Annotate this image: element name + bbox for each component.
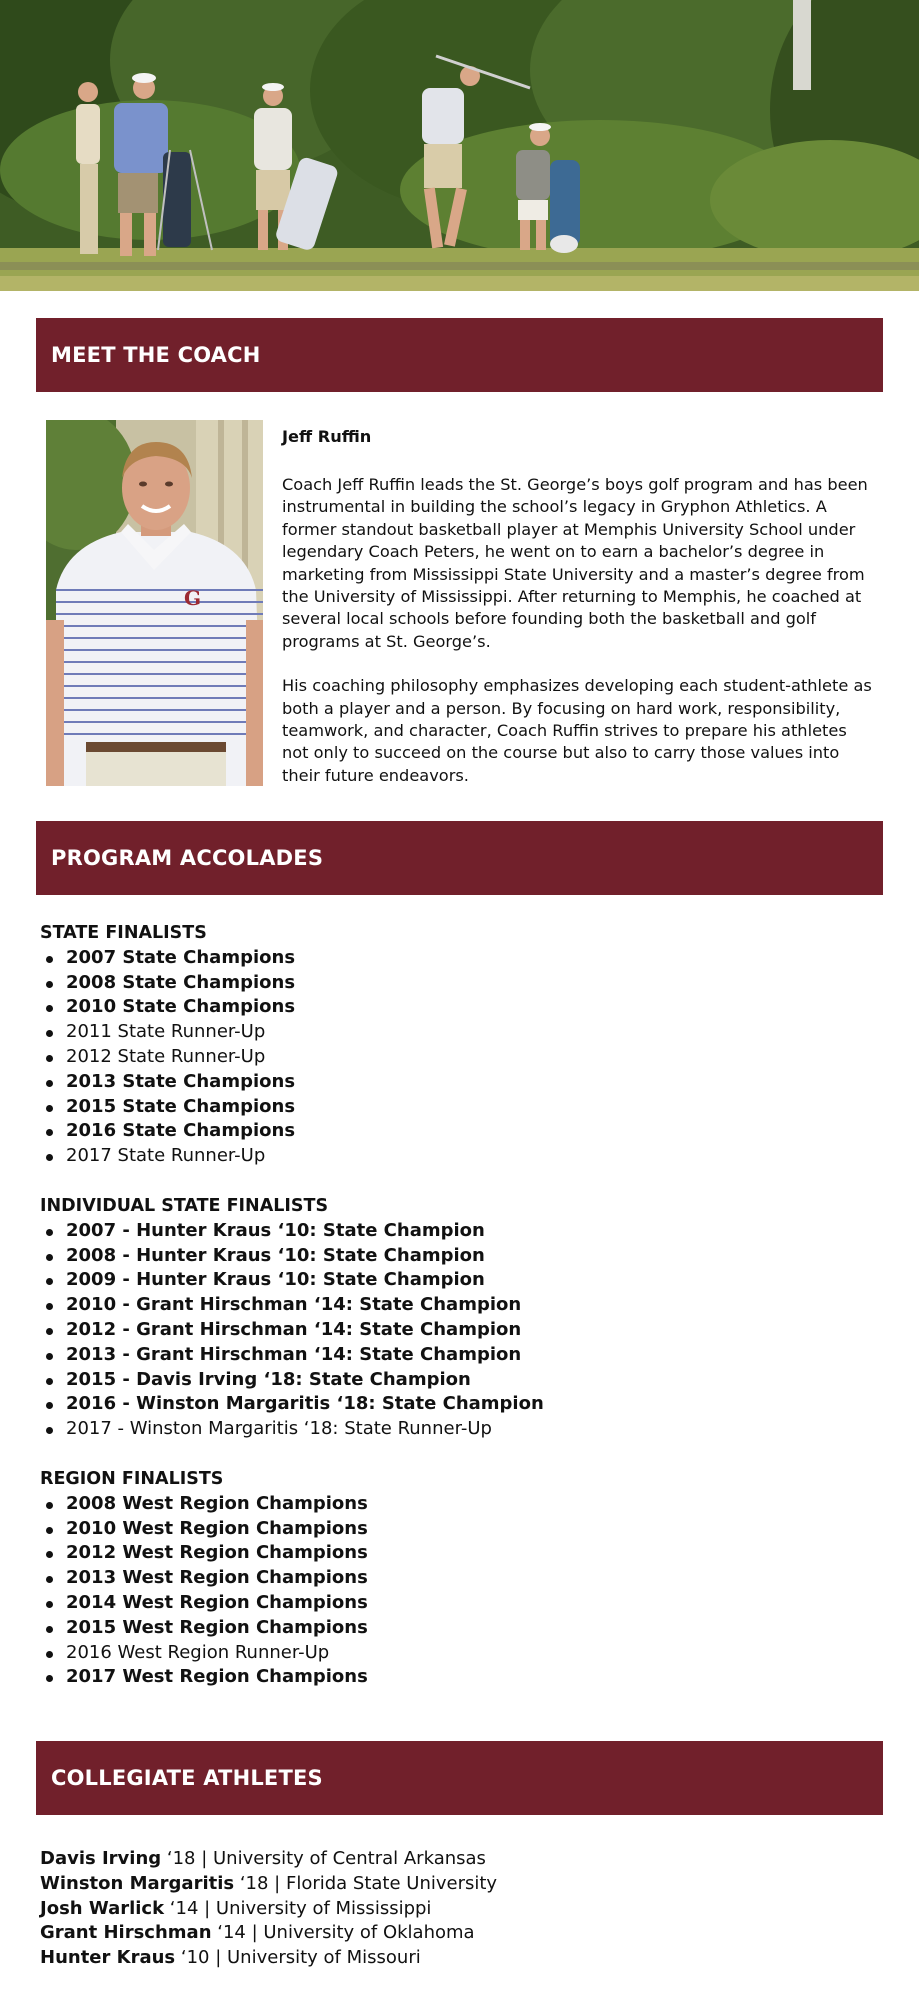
- accolade-item: 2013 State Champions: [40, 1070, 840, 1095]
- section-title: PROGRAM ACCOLADES: [51, 846, 324, 870]
- accolade-item: 2007 State Champions: [40, 946, 840, 971]
- accolade-item: 2015 - Davis Irving ‘18: State Champion: [40, 1368, 840, 1393]
- hero-golf-scene: [0, 0, 919, 291]
- athlete-detail: ‘18 | Florida State University: [234, 1872, 498, 1894]
- coach-bio-paragraph-2: His coaching philosophy emphasizes developing each student-athlete as both a player and a person. By focusing on hard work, responsibility, teamwork, and character, Coach Ruffin strives to prepare his athletes not only to succeed on the course but also to carry those values into their future endeavors.: [282, 676, 872, 785]
- accolade-item: 2008 - Hunter Kraus ‘10: State Champion: [40, 1244, 840, 1269]
- accolade-item: 2009 - Hunter Kraus ‘10: State Champion: [40, 1268, 840, 1293]
- accolade-item: 2016 State Champions: [40, 1119, 840, 1144]
- accolade-group: [40, 1194, 840, 1442]
- accolades-list: [40, 921, 840, 1715]
- accolade-item: 2008 West Region Champions: [40, 1492, 840, 1517]
- athlete-name: Hunter Kraus: [40, 1947, 176, 1969]
- accolade-item: 2010 - Grant Hirschman ‘14: State Champion: [40, 1293, 840, 1318]
- accolade-item: 2017 State Runner-Up: [40, 1144, 840, 1169]
- athlete-name: Josh Warlick: [40, 1897, 165, 1919]
- accolade-item: 2013 West Region Champions: [40, 1566, 840, 1591]
- athlete-detail: ‘14 | University of Oklahoma: [211, 1922, 475, 1944]
- accolade-item: 2016 West Region Runner-Up: [40, 1641, 840, 1666]
- accolade-item: 2015 West Region Champions: [40, 1616, 840, 1641]
- section-title: MEET THE COACH: [51, 343, 261, 367]
- coach-portrait-image: [46, 420, 263, 786]
- accolade-item: 2010 State Champions: [40, 995, 840, 1020]
- accolade-item: 2014 West Region Champions: [40, 1591, 840, 1616]
- accolade-item: 2012 - Grant Hirschman ‘14: State Champion: [40, 1318, 840, 1343]
- section-banner-collegiate-athletes: [36, 1741, 883, 1815]
- coach-bio-paragraph-1: Coach Jeff Ruffin leads the St. George’s boys golf program and has been instrumental in building the school’s legacy in Gryphon Athletics. A former standout basketball player at Memphis University School under legendary Coach Peters, he went on to earn a bachelor’s degree in marketing from Mississippi State University and a master’s degree from the University of Mississippi. After returning to Memphis, he coached at several local schools before founding both the basketball and golf programs at St. George’s.: [282, 475, 868, 651]
- accolade-group-title: REGION FINALISTS: [40, 1468, 224, 1489]
- section-title: COLLEGIATE ATHLETES: [51, 1766, 323, 1790]
- accolade-item: 2007 - Hunter Kraus ‘10: State Champion: [40, 1219, 840, 1244]
- accolade-item: 2016 - Winston Margaritis ‘18: State Champion: [40, 1392, 840, 1417]
- accolade-item: 2015 State Champions: [40, 1095, 840, 1120]
- section-banner-meet-the-coach: [36, 318, 883, 392]
- athlete-row: [40, 1872, 840, 1897]
- section-banner-program-accolades: [36, 821, 883, 895]
- accolade-item: 2017 - Winston Margaritis ‘18: State Runner-Up: [40, 1417, 840, 1442]
- accolade-items: [40, 1219, 840, 1442]
- athlete-row: [40, 1897, 840, 1922]
- accolade-items: [40, 1492, 840, 1690]
- athlete-row: [40, 1921, 840, 1946]
- accolade-item: 2010 West Region Champions: [40, 1517, 840, 1542]
- athlete-name: Winston Margaritis: [40, 1872, 235, 1894]
- accolade-items: [40, 946, 840, 1169]
- athlete-detail: ‘14 | University of Mississippi: [164, 1897, 432, 1919]
- accolade-item: 2008 State Champions: [40, 971, 840, 996]
- accolade-group: [40, 921, 840, 1169]
- athlete-row: [40, 1847, 840, 1872]
- athlete-detail: ‘18 | University of Central Arkansas: [161, 1848, 486, 1869]
- athlete-row: [40, 1946, 840, 1971]
- accolade-group-title: INDIVIDUAL STATE FINALISTS: [40, 1195, 329, 1216]
- accolade-item: 2012 West Region Champions: [40, 1541, 840, 1566]
- athlete-detail: ‘10 | University of Missouri: [175, 1947, 421, 1969]
- accolade-group: [40, 1467, 840, 1690]
- athlete-name: Davis Irving: [40, 1848, 162, 1869]
- coach-name: Jeff Ruffin: [282, 427, 372, 446]
- accolade-group-title: STATE FINALISTS: [40, 923, 207, 943]
- coach-photo: [46, 420, 263, 786]
- accolade-item: 2013 - Grant Hirschman ‘14: State Champion: [40, 1343, 840, 1368]
- svg-text:G: G: [184, 586, 202, 610]
- hero-image: [0, 0, 919, 291]
- athlete-name: Grant Hirschman: [40, 1922, 212, 1944]
- collegiate-athletes-list: [40, 1847, 840, 1971]
- coach-bio: [282, 422, 874, 809]
- accolade-item: 2012 State Runner-Up: [40, 1045, 840, 1070]
- accolade-item: 2011 State Runner-Up: [40, 1020, 840, 1045]
- accolade-item: 2017 West Region Champions: [40, 1665, 840, 1690]
